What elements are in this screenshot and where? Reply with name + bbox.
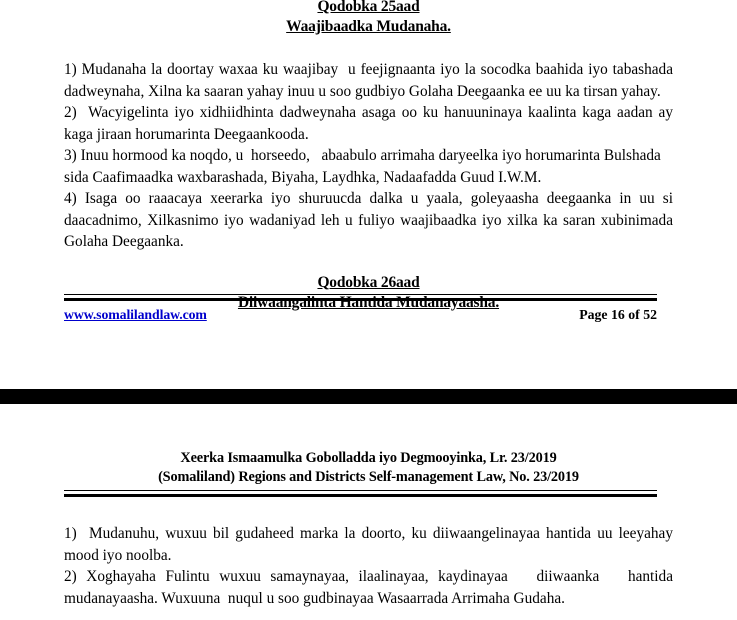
article-25-clause-3: 3) Inuu hormood ka noqdo, u horseedo, abaabulo arrimaha daryeelka iyo horumarinta Bulshada sida Caafimaadka waxbarashada, Biyaha, Laydhka, Nadaafadda Guud I.W.M. [64, 147, 665, 186]
article-25-number-text: Qodobka 25aad [317, 0, 420, 15]
running-header-line-somali: Xeerka Ismaamulka Gobolladda iyo Degmooyinka, Lr. 23/2019 [180, 450, 557, 466]
article-25-heading-line-1 [64, 0, 673, 17]
article-26-body [64, 523, 677, 609]
article-25-clause-2: 2) Wacyigelinta iyo xidhiidhinta dadweynaha asaga oo ku hanuuninaya kaalinta kaga aadan ay kaga jiraan horumarinta Deegaankooda. [64, 104, 677, 143]
footer-page-number: Page 16 of 52 [579, 307, 657, 322]
footer-website-link[interactable]: www.somalilandlaw.com [64, 307, 207, 322]
article-25-heading [64, 0, 673, 37]
page-separator-band [0, 389, 737, 404]
page-footer [64, 307, 657, 323]
article-26-clause-1: 1) Mudanuhu, wuxuu bil gudaheed marka la doorto, ku diiwaangelinayaa hantida uu leeyahay mood iyo noolba. [64, 525, 677, 564]
page-two-running-header [64, 404, 673, 487]
article-25-clause-4: 4) Isaga oo raaacaya xeerarka iyo shuruucda dalka u yaala, goleyaasha deegaanka in uu si daacadnimo, Xilkasnimo iyo wadaniyad leh u fuliyo waajibaadka iyo xilka ka saran xubinimada Golaha Deegaanka. [64, 190, 677, 250]
document-page-two [0, 404, 737, 617]
article-25-title-text: Waajibaadka Mudanaha. [286, 18, 451, 35]
article-25-heading-line-2 [64, 17, 673, 37]
header-divider-rule [64, 490, 657, 497]
article-26-number-text: Qodobka 26aad [317, 273, 420, 291]
article-26-heading-line-1 [64, 273, 673, 293]
article-26-title-text: Diiwaangalinta Hantida Mudanayaasha. [237, 293, 500, 311]
running-header-line-english: (Somaliland) Regions and Districts Self-management Law, No. 23/2019 [158, 469, 579, 485]
footer-divider-rule [64, 294, 657, 301]
article-25-body [64, 59, 677, 253]
footer-rule-lines [64, 294, 657, 301]
header-rule-lines [64, 490, 657, 497]
article-25-clause-1: 1) Mudanaha la doortay waxaa ku waajibay u feejignaanta iyo la socodka baahida iyo tabashada dadweynaha, Xilna ka saaran yahay inuu u soo gudbiyo Golaha Deegaanka ee uu ka tirsan yahay. [64, 61, 677, 100]
article-26-clause-2: 2) Xoghayaha Fulintu wuxuu samaynayaa, ilaalinayaa, kaydinayaa diiwaanka hantida mudanayaasha. Wuxuuna nuqul u soo gudbinayaa Wasaarrada Arrimaha Gudaha. [64, 568, 677, 607]
